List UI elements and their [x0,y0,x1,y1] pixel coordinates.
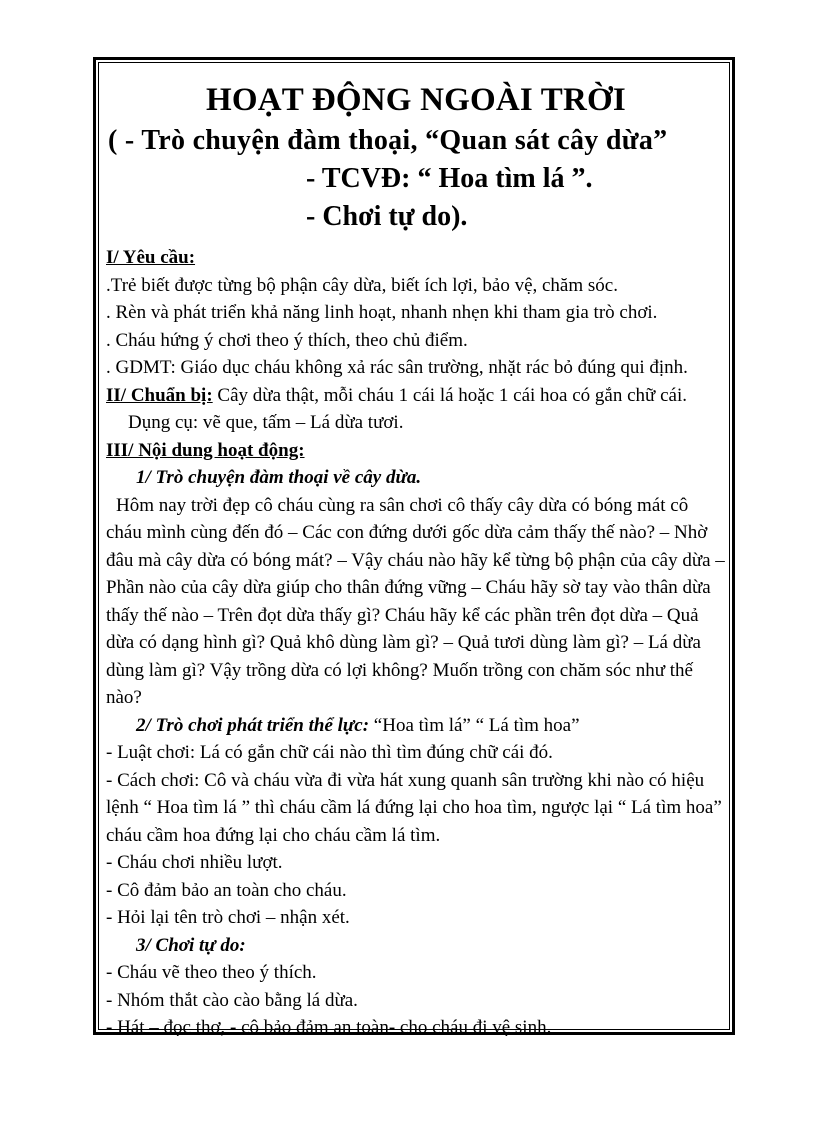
page-title: HOẠT ĐỘNG NGOÀI TRỜI [206,82,626,118]
game-rule: - Luật chơi: Lá có gắn chữ cái nào thì tìm đúng chữ cái đó. [106,742,553,763]
section-heading-preparation: II/ Chuẩn bị: [106,384,213,406]
section-requirements [106,244,726,382]
requirement-item: . Cháu hứng ý chơi theo ý thích, theo chủ điểm. [106,329,468,351]
section-heading-activities: III/ Nội dung hoạt động: [106,439,305,461]
requirement-item: .Trẻ biết được từng bộ phận cây dừa, biết ích lợi, bảo vệ, chăm sóc. [106,274,618,296]
requirement-item: . Rèn và phát triển khả năng linh hoạt, nhanh nhẹn khi tham gia trò chơi. [106,302,658,323]
activity-heading-conversation: 1/ Trò chuyện đàm thoại về cây dừa. [136,467,422,488]
game-item: - Cô đảm bảo an toàn cho cháu. [106,879,347,901]
free-play-item: - Hát – đọc thơ, - cô bảo đảm an toàn- cho cháu đi vệ sinh. [106,1017,552,1038]
activity-heading-free-play: 3/ Chơi tự do: [136,934,246,956]
requirement-item: . GDMT: Giáo dục cháu không xả rác sân trường, nhặt rác bỏ đúng qui định. [106,357,688,378]
game-howto: - Cách chơi: Cô và cháu vừa đi vừa hát xung quanh sân trường khi nào có hiệu lệnh “ Hoa tìm lá ” thì cháu cầm lá đứng lại cho hoa tìm, ngược lại “ Lá tìm hoa” cháu cầm hoa đứng lại cho cháu cầm lá tìm. [106,769,722,846]
subtitle-line-1: ( - Trò chuyện đàm thoại, “Quan sát cây dừa” [108,125,668,156]
subtitle-line-3: - Chơi tự do). [306,201,468,232]
game-item: - Hỏi lại tên trò chơi – nhận xét. [106,907,350,928]
section-preparation [106,382,726,437]
conversation-paragraph: Hôm nay trời đẹp cô cháu cùng ra sân chơi cô thấy cây dừa có bóng mát cô cháu mình cùng đến đó – Các con đứng dưới gốc dừa cảm thấy thế nào? – Nhờ đâu mà cây dừa có bóng mát? – Vậy cháu nào hãy kể từng bộ phận của cây dừa – Phần nào của cây dừa giúp cho thân đứng vững – Cháu hãy sờ tay vào thân dừa thấy thế nào – Trên đọt dừa thấy gì? Cháu hãy kể các phần trên đọt dừa – Quả dừa có dạng hình gì? Quả khô dùng làm gì? – Quả tươi dùng làm gì? – Lá dừa dùng làm gì? Vậy trồng dừa có lợi không? Muốn trồng con chăm sóc như thế nào? [106,494,725,708]
section-heading-requirements: I/ Yêu cầu: [106,247,196,268]
free-play-item: - Cháu vẽ theo theo ý thích. [106,962,317,983]
game-names: “Hoa tìm lá” “ Lá tìm hoa” [369,714,580,736]
subtitle-line-2: - TCVĐ: “ Hoa tìm lá ”. [306,163,593,194]
free-play-item: - Nhóm thắt cào cào bằng lá dừa. [106,989,358,1011]
preparation-tools: Dụng cụ: vẽ que, tấm – Lá dừa tươi. [128,412,404,433]
activity-heading-game: 2/ Trò chơi phát triển thể lực: [136,714,370,736]
preparation-text: Cây dừa thật, mỗi cháu 1 cái lá hoặc 1 cái hoa có gắn chữ cái. [212,384,687,406]
game-item: - Cháu chơi nhiều lượt. [106,852,283,873]
document-content [106,78,726,1042]
section-activities [106,437,726,1042]
